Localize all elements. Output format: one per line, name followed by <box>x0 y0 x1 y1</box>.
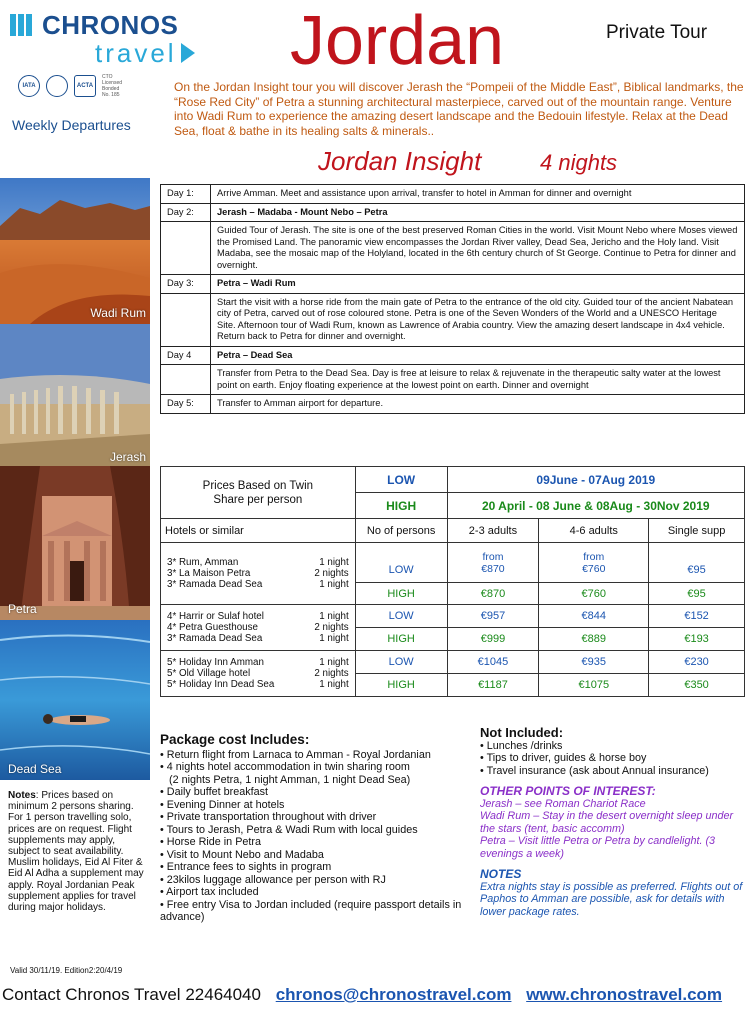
row-low-label: LOW <box>355 605 447 628</box>
brand-sub: travel <box>95 38 177 68</box>
day-label: Day 1: <box>161 185 211 204</box>
include-item: • Entrance fees to sights in program <box>160 861 332 873</box>
day-label: Day 5: <box>161 395 211 414</box>
price-low-4-6: €935 <box>539 651 649 674</box>
poi-item: Wadi Rum – Stay in the desert overnight sleep under the stars (tent, basic accomm) <box>480 810 734 835</box>
notes-label: Notes <box>8 790 36 801</box>
price-table <box>160 466 745 697</box>
row-low-label: LOW <box>355 543 447 583</box>
weekly-departures: Weekly Departures <box>12 117 131 133</box>
notes2-title: NOTES <box>480 867 522 881</box>
acta-badge-icon: ACTA <box>74 75 96 97</box>
poi-item: Jerash – see Roman Chariot Race <box>480 797 646 810</box>
price-high-4-6: €889 <box>539 628 649 651</box>
contact-website-link[interactable]: www.chronostravel.com <box>526 985 723 1004</box>
day-text: Guided Tour of Jerash. The site is one of the best preserved Roman Cities in the world. Visit Mount Nebo where Moses viewed the Promised Land. The panoramic view encompasses the Jordan River valley, Dead Sea, Jericho and the Holy land. Visit Madaba, see the mosaic map of the Holyland, located in the 6th century church of St George. Continue to Petra for dinner and overnight. <box>211 222 745 275</box>
jerash-photo <box>0 324 150 466</box>
accreditation-badges <box>18 74 128 98</box>
poi-item: Petra – Visit little Petra or Petra by candlelight. (3 evenings a week) <box>480 835 716 860</box>
page-title: Jordan <box>290 1 505 79</box>
contact-email-link[interactable]: chronos@chronostravel.com <box>275 985 512 1004</box>
price-low-2-3: €1045 <box>447 651 539 674</box>
wadi-rum-photo <box>0 178 150 324</box>
iata-badge-icon: IATA <box>18 75 40 97</box>
itinerary-row-day3-title <box>161 275 745 294</box>
col-header-single: Single supp <box>649 519 745 543</box>
row-high-label: HIGH <box>355 674 447 697</box>
itinerary-row-day4-text <box>161 365 745 395</box>
photo-label-petra: Petra <box>8 602 37 616</box>
day-label: Day 3: <box>161 275 211 294</box>
price-low-single: €95 <box>649 543 745 583</box>
price-low-single: €230 <box>649 651 745 674</box>
poi-title: OTHER POINTS OF INTEREST: <box>480 784 656 798</box>
photo-label-jerash: Jerash <box>109 450 146 464</box>
includes-section <box>160 734 470 924</box>
include-item: (2 nights Petra, 1 night Amman, 1 night Dead Sea) <box>160 773 411 786</box>
row-high-label: HIGH <box>355 583 447 605</box>
not-included-title: Not Included: <box>480 725 564 740</box>
petra-photo <box>0 466 150 620</box>
photo-label-dead-sea: Dead Sea <box>8 762 62 776</box>
day-title: Petra – Wadi Rum <box>211 275 745 294</box>
price-high-single: €350 <box>649 674 745 697</box>
itinerary-row-day3-text <box>161 293 745 346</box>
high-dates: 20 April - 08 June & 08Aug - 30Nov 2019 <box>447 493 744 519</box>
price-high-single: €95 <box>649 583 745 605</box>
right-info-section <box>480 727 745 918</box>
contact-label: Contact Chronos Travel <box>2 985 181 1004</box>
hotel-list-5star: 5* Holiday Inn Amman 1 night 5* Old Village hotel 2 nights 5* Holiday Inn Dead Sea 1 night <box>161 651 356 697</box>
include-item: • Visit to Mount Nebo and Madaba <box>160 848 324 861</box>
price-low-4-6: €844 <box>539 605 649 628</box>
photo-label-wadi-rum: Wadi Rum <box>90 306 146 320</box>
include-item: • Free entry Visa to Jordan included (require passport details in advance) <box>160 898 462 923</box>
itinerary-table <box>160 184 745 414</box>
include-item: • Private transportation throughout with driver <box>160 811 377 823</box>
include-item: • Daily buffet breakfast <box>160 786 269 798</box>
notes2-text: Extra nights stay is possible as preferred. Flights out of Paphos to Amman are possible, ask for details with lower package rates. <box>480 880 743 918</box>
logo-bars-icon <box>10 14 38 36</box>
cto-license-text: CTO Licensed Bonded No. 185 <box>102 74 123 98</box>
itinerary-row-day4-title <box>161 346 745 365</box>
notes-block <box>8 790 148 913</box>
price-low-2-3: from €870 <box>447 543 539 583</box>
day-text: Transfer to Amman airport for departure. <box>211 395 745 414</box>
low-label: LOW <box>355 467 447 493</box>
include-item: • Airport tax included <box>160 886 259 898</box>
day-text: Transfer from Petra to the Dead Sea. Day is free at leisure to relax & rejuvenate in the therapeutic salty water at the lowest point on earth. Enjoy floating experience at the lowest point on earth. Dinner and overnight <box>211 365 745 395</box>
day-label: Day 2: <box>161 203 211 222</box>
day-label: Day 4 <box>161 346 211 365</box>
price-high-4-6: €760 <box>539 583 649 605</box>
itinerary-row-day2-title <box>161 203 745 222</box>
intro-paragraph: On the Jordan Insight tour you will discover Jerash the “Pompeii of the Middle East”, Biblical landmarks, the “Rose Red City” of Petra a stunning architectural masterpiece, carved out of the mountain range. Venture into Wadi Rum to experience the amazing desert landscape and the Bedouin lifestyle. Relax at the Dead Sea, float & bathe in its healing salts & minerals.. <box>174 80 744 138</box>
col-header-4-6: 4-6 adults <box>539 519 649 543</box>
col-header-2-3: 2-3 adults <box>447 519 539 543</box>
include-item: • Evening Dinner at hotels <box>160 798 285 811</box>
day-title: Jerash – Madaba - Mount Nebo – Petra <box>211 203 745 222</box>
hotel-list-3star: 3* Rum, Amman 1 night 3* La Maison Petra 2 nights 3* Ramada Dead Sea 1 night <box>161 543 356 605</box>
price-high-single: €193 <box>649 628 745 651</box>
tour-name: Jordan Insight <box>318 146 482 176</box>
contact-line <box>2 985 722 1005</box>
row-high-label: HIGH <box>355 628 447 651</box>
price-high-2-3: €999 <box>447 628 539 651</box>
include-item: • 4 nights hotel accommodation in twin sharing room <box>160 761 410 773</box>
valid-edition: Valid 30/11/19. Edition2:20/4/19 <box>10 966 123 975</box>
include-item: • Return flight from Larnaca to Amman - Royal Jordanian <box>160 748 431 761</box>
includes-title: Package cost Includes: <box>160 732 310 747</box>
itinerary-row-day2-text <box>161 222 745 275</box>
contact-phone: 22464040 <box>185 985 261 1004</box>
itinerary-row-day1 <box>161 185 745 204</box>
price-high-4-6: €1075 <box>539 674 649 697</box>
col-header-hotels: Hotels or similar <box>161 519 356 543</box>
itinerary-row-day5 <box>161 395 745 414</box>
tour-nights: 4 nights <box>540 150 618 175</box>
price-low-single: €152 <box>649 605 745 628</box>
not-included-item: • Tips to driver, guides & horse boy <box>480 752 647 764</box>
price-basis: Prices Based on Twin Share per person <box>161 467 356 519</box>
hotel-list-4star: 4* Harrir or Sulaf hotel 1 night 4* Petra Guesthouse 2 nights 3* Ramada Dead Sea 1 night <box>161 605 356 651</box>
day-text: Arrive Amman. Meet and assistance upon arrival, transfer to hotel in Amman for dinner and overnight <box>211 185 745 204</box>
price-high-2-3: €1187 <box>447 674 539 697</box>
include-item: • Horse Ride in Petra <box>160 836 261 848</box>
dead-sea-photo <box>0 620 150 780</box>
private-tour-label: Private Tour <box>606 22 708 43</box>
col-header-persons: No of persons <box>355 519 447 543</box>
price-low-2-3: €957 <box>447 605 539 628</box>
high-label: HIGH <box>355 493 447 519</box>
day-title: Petra – Dead Sea <box>211 346 745 365</box>
notes-text: : Prices based on minimum 2 persons sharing. For 1 person travelling solo, prices are on request. Flight supplements may apply, subject to seat availability. Muslim holidays, Eid Al Fiter & Eid Al Adha a supplement may apply. Royal Jordanian Peak supplement applies for travel during major holidays. <box>8 790 144 914</box>
include-item: • 23kilos luggage allowance per person with RJ <box>160 873 386 886</box>
not-included-item: • Travel insurance (ask about Annual insurance) <box>480 764 709 777</box>
not-included-item: • Lunches /drinks <box>480 739 563 752</box>
day-text: Start the visit with a horse ride from the main gate of Petra to the entrance of the old city. Guided tour of the ancient Nabatean city of Petra, carved out of rose coloured stone. Petra is one of the Seven Wonders of the World and a UNESCO Heritage Site. Afternoon tour of Wadi Rum, known as Lawrence of Arabia country. View the amazing desert landscape in 4x4 vehicle. Return back to Petra for dinner and overnight. <box>211 293 745 346</box>
association-badge-icon <box>46 75 68 97</box>
row-low-label: LOW <box>355 651 447 674</box>
low-dates: 09June - 07Aug 2019 <box>447 467 744 493</box>
include-item: • Tours to Jerash, Petra & Wadi Rum with local guides <box>160 823 418 836</box>
brand-name: CHRONOS <box>42 10 179 40</box>
play-arrow-icon <box>181 43 195 63</box>
price-high-2-3: €870 <box>447 583 539 605</box>
price-low-4-6: from €760 <box>539 543 649 583</box>
